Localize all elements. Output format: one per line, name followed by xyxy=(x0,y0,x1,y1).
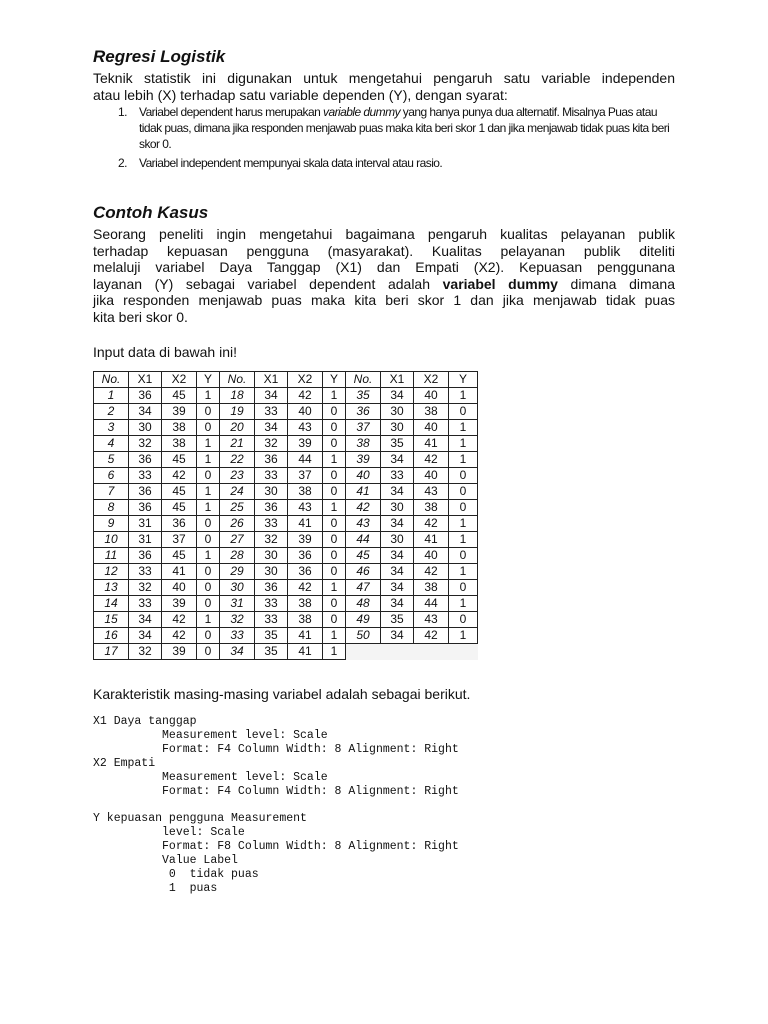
value-cell: 0 xyxy=(323,404,346,420)
heading-contoh-kasus: Contoh Kasus xyxy=(93,203,209,222)
value-cell: 1 xyxy=(197,612,220,628)
value-cell: 1 xyxy=(449,628,478,644)
value-cell: 1 xyxy=(197,452,220,468)
value-cell: 1 xyxy=(323,644,346,660)
value-cell: 42 xyxy=(288,388,323,404)
row-number-cell: 48 xyxy=(346,596,381,612)
value-cell: 34 xyxy=(381,452,414,468)
syarat-text: Variabel dependent harus merupakan xyxy=(139,105,324,119)
heading-regresi-logistik: Regresi Logistik xyxy=(93,47,226,66)
row-number-cell: 35 xyxy=(346,388,381,404)
value-cell: 36 xyxy=(129,500,162,516)
row-number-cell: 22 xyxy=(220,452,255,468)
row-number-cell: 39 xyxy=(346,452,381,468)
value-cell: 42 xyxy=(414,628,449,644)
row-number-cell: 10 xyxy=(94,532,129,548)
value-cell: 36 xyxy=(255,452,288,468)
value-cell: 33 xyxy=(255,404,288,420)
row-number-cell: 4 xyxy=(94,436,129,452)
karakteristik-label: Karakteristik masing-masing variabel adalah sebagai berikut. xyxy=(93,686,471,702)
row-number-cell: 11 xyxy=(94,548,129,564)
row-number-cell: 23 xyxy=(220,468,255,484)
value-cell: 40 xyxy=(288,404,323,420)
value-cell: 0 xyxy=(197,564,220,580)
value-cell: 1 xyxy=(197,388,220,404)
code-line: Format: F4 Column Width: 8 Alignment: Right xyxy=(93,742,459,756)
table-row xyxy=(94,612,478,628)
value-cell: 34 xyxy=(381,388,414,404)
table-row xyxy=(94,564,478,580)
value-cell: 0 xyxy=(449,484,478,500)
syarat-list xyxy=(118,104,678,171)
value-cell: 32 xyxy=(129,436,162,452)
table-row xyxy=(94,532,478,548)
value-cell: 1 xyxy=(323,452,346,468)
value-cell: 38 xyxy=(414,500,449,516)
value-cell: 42 xyxy=(162,612,197,628)
value-cell: 34 xyxy=(255,420,288,436)
column-header: No. xyxy=(346,372,381,388)
value-cell: 0 xyxy=(449,548,478,564)
value-cell: 0 xyxy=(197,516,220,532)
value-cell: 36 xyxy=(129,452,162,468)
value-cell: 0 xyxy=(197,628,220,644)
value-cell: 36 xyxy=(162,516,197,532)
row-number-cell: 17 xyxy=(94,644,129,660)
value-cell: 44 xyxy=(414,596,449,612)
row-number-cell: 28 xyxy=(220,548,255,564)
value-cell: 42 xyxy=(414,452,449,468)
value-cell: 37 xyxy=(162,532,197,548)
value-cell: 45 xyxy=(162,500,197,516)
value-cell: 34 xyxy=(381,516,414,532)
row-number-cell: 20 xyxy=(220,420,255,436)
value-cell: 45 xyxy=(162,484,197,500)
column-header: X1 xyxy=(129,372,162,388)
value-cell: 43 xyxy=(288,420,323,436)
row-number-cell: 7 xyxy=(94,484,129,500)
value-cell: 33 xyxy=(255,468,288,484)
value-cell: 34 xyxy=(381,564,414,580)
value-cell: 0 xyxy=(197,468,220,484)
column-header: Y xyxy=(197,372,220,388)
value-cell: 42 xyxy=(288,580,323,596)
row-number-cell: 2 xyxy=(94,404,129,420)
kasus-paragraph xyxy=(93,226,675,325)
kasus-line: kita beri skor 0. xyxy=(93,308,188,325)
list-number: 1. xyxy=(118,105,127,119)
value-cell: 34 xyxy=(381,484,414,500)
row-number-cell: 1 xyxy=(94,388,129,404)
column-header: X1 xyxy=(255,372,288,388)
value-cell: 1 xyxy=(449,452,478,468)
kasus-bold-term: variabel dummy xyxy=(442,275,558,292)
value-cell: 0 xyxy=(323,484,346,500)
value-cell: 39 xyxy=(288,532,323,548)
value-cell: 1 xyxy=(197,548,220,564)
value-cell: 37 xyxy=(288,468,323,484)
code-line: Value Label xyxy=(93,854,238,868)
column-header: No. xyxy=(94,372,129,388)
table-row xyxy=(94,516,478,532)
value-cell: 0 xyxy=(323,548,346,564)
value-cell: 38 xyxy=(288,484,323,500)
empty-cell xyxy=(346,644,478,660)
value-cell: 45 xyxy=(162,548,197,564)
value-cell: 43 xyxy=(288,500,323,516)
value-cell: 0 xyxy=(197,404,220,420)
value-cell: 36 xyxy=(129,548,162,564)
value-cell: 33 xyxy=(129,564,162,580)
value-cell: 31 xyxy=(129,532,162,548)
value-cell: 38 xyxy=(162,420,197,436)
value-cell: 36 xyxy=(255,500,288,516)
table-header-row xyxy=(94,372,478,388)
value-cell: 0 xyxy=(323,420,346,436)
data-table xyxy=(93,371,478,660)
value-cell: 1 xyxy=(449,532,478,548)
value-cell: 38 xyxy=(414,404,449,420)
value-cell: 31 xyxy=(129,516,162,532)
value-cell: 45 xyxy=(162,388,197,404)
syarat-italic-term: variable dummy xyxy=(323,105,401,119)
value-cell: 1 xyxy=(197,484,220,500)
row-number-cell: 50 xyxy=(346,628,381,644)
value-cell: 1 xyxy=(323,628,346,644)
value-cell: 0 xyxy=(323,612,346,628)
value-cell: 38 xyxy=(288,612,323,628)
syarat-item xyxy=(118,104,678,152)
value-cell: 0 xyxy=(197,596,220,612)
value-cell: 1 xyxy=(449,436,478,452)
value-cell: 0 xyxy=(197,580,220,596)
value-cell: 33 xyxy=(255,516,288,532)
row-number-cell: 5 xyxy=(94,452,129,468)
value-cell: 1 xyxy=(197,436,220,452)
syarat-text: Variabel independent mempunyai skala data interval atau rasio. xyxy=(139,156,443,170)
table-row xyxy=(94,484,478,500)
row-number-cell: 45 xyxy=(346,548,381,564)
table-row xyxy=(94,580,478,596)
value-cell: 1 xyxy=(449,564,478,580)
value-cell: 42 xyxy=(162,628,197,644)
value-cell: 0 xyxy=(323,564,346,580)
value-cell: 0 xyxy=(323,436,346,452)
value-cell: 41 xyxy=(414,532,449,548)
row-number-cell: 18 xyxy=(220,388,255,404)
value-cell: 43 xyxy=(414,484,449,500)
list-number: 2. xyxy=(118,156,127,170)
code-line: X2 Empati xyxy=(93,756,156,770)
row-number-cell: 46 xyxy=(346,564,381,580)
column-header: Y xyxy=(449,372,478,388)
row-number-cell: 26 xyxy=(220,516,255,532)
value-cell: 33 xyxy=(255,596,288,612)
table-row xyxy=(94,644,478,660)
row-number-cell: 25 xyxy=(220,500,255,516)
code-line: 1 puas xyxy=(93,881,218,895)
value-cell: 41 xyxy=(162,564,197,580)
row-number-cell: 41 xyxy=(346,484,381,500)
value-cell: 0 xyxy=(449,580,478,596)
row-number-cell: 19 xyxy=(220,404,255,420)
column-header: X2 xyxy=(162,372,197,388)
row-number-cell: 42 xyxy=(346,500,381,516)
table-row xyxy=(94,628,478,644)
value-cell: 39 xyxy=(162,644,197,660)
row-number-cell: 8 xyxy=(94,500,129,516)
row-number-cell: 36 xyxy=(346,404,381,420)
value-cell: 35 xyxy=(381,612,414,628)
value-cell: 36 xyxy=(129,388,162,404)
code-line: X1 Daya tanggap xyxy=(93,715,197,728)
value-cell: 40 xyxy=(414,468,449,484)
row-number-cell: 9 xyxy=(94,516,129,532)
value-cell: 32 xyxy=(129,644,162,660)
value-cell: 1 xyxy=(197,500,220,516)
table-row xyxy=(94,436,478,452)
syarat-text: yang hanya punya dua alternatif. Misalnya Puas atau tidak puas, dimana jika responden menjawab puas maka kita beri skor 1 dan jika menjawab tidak puas kita beri skor 0. xyxy=(139,105,670,151)
row-number-cell: 32 xyxy=(220,612,255,628)
input-label: Input data di bawah ini! xyxy=(93,344,237,360)
table-row xyxy=(94,596,478,612)
value-cell: 0 xyxy=(449,500,478,516)
row-number-cell: 16 xyxy=(94,628,129,644)
value-cell: 1 xyxy=(449,596,478,612)
table-row xyxy=(94,404,478,420)
kasus-line: Seorang peneliti ingin mengetahui bagaimana pengaruh kualitas pelayanan publik xyxy=(93,226,675,242)
value-cell: 44 xyxy=(288,452,323,468)
value-cell: 34 xyxy=(381,596,414,612)
value-cell: 34 xyxy=(129,612,162,628)
value-cell: 45 xyxy=(162,452,197,468)
value-cell: 42 xyxy=(414,564,449,580)
syarat-item xyxy=(118,155,678,171)
value-cell: 32 xyxy=(255,436,288,452)
row-number-cell: 37 xyxy=(346,420,381,436)
row-number-cell: 13 xyxy=(94,580,129,596)
value-cell: 30 xyxy=(255,564,288,580)
code-line: Measurement level: Scale xyxy=(93,770,328,784)
row-number-cell: 33 xyxy=(220,628,255,644)
row-number-cell: 43 xyxy=(346,516,381,532)
value-cell: 39 xyxy=(288,436,323,452)
value-cell: 0 xyxy=(449,612,478,628)
value-cell: 41 xyxy=(414,436,449,452)
value-cell: 39 xyxy=(162,404,197,420)
table-row xyxy=(94,452,478,468)
value-cell: 35 xyxy=(255,628,288,644)
row-number-cell: 15 xyxy=(94,612,129,628)
value-cell: 34 xyxy=(381,580,414,596)
value-cell: 0 xyxy=(197,532,220,548)
value-cell: 41 xyxy=(288,644,323,660)
column-header: X1 xyxy=(381,372,414,388)
column-header: No. xyxy=(220,372,255,388)
value-cell: 30 xyxy=(381,404,414,420)
value-cell: 0 xyxy=(197,420,220,436)
kasus-text: layanan (Y) sebagai variabel dependent adalah xyxy=(93,275,443,292)
value-cell: 32 xyxy=(255,532,288,548)
value-cell: 40 xyxy=(414,420,449,436)
row-number-cell: 3 xyxy=(94,420,129,436)
value-cell: 0 xyxy=(323,596,346,612)
value-cell: 36 xyxy=(255,580,288,596)
value-cell: 30 xyxy=(255,548,288,564)
value-cell: 0 xyxy=(323,516,346,532)
value-cell: 33 xyxy=(255,612,288,628)
value-cell: 0 xyxy=(449,404,478,420)
value-cell: 33 xyxy=(381,468,414,484)
row-number-cell: 47 xyxy=(346,580,381,596)
value-cell: 0 xyxy=(197,644,220,660)
value-cell: 35 xyxy=(381,436,414,452)
table-row xyxy=(94,500,478,516)
row-number-cell: 34 xyxy=(220,644,255,660)
value-cell: 1 xyxy=(323,500,346,516)
row-number-cell: 12 xyxy=(94,564,129,580)
column-header: Y xyxy=(323,372,346,388)
value-cell: 35 xyxy=(255,644,288,660)
code-line: level: Scale xyxy=(93,826,245,840)
column-header: X2 xyxy=(288,372,323,388)
row-number-cell: 38 xyxy=(346,436,381,452)
value-cell: 40 xyxy=(162,580,197,596)
value-cell: 39 xyxy=(162,596,197,612)
value-cell: 0 xyxy=(323,532,346,548)
value-cell: 34 xyxy=(255,388,288,404)
value-cell: 43 xyxy=(414,612,449,628)
value-cell: 30 xyxy=(255,484,288,500)
table-row xyxy=(94,388,478,404)
value-cell: 38 xyxy=(414,580,449,596)
value-cell: 41 xyxy=(288,516,323,532)
value-cell: 41 xyxy=(288,628,323,644)
row-number-cell: 49 xyxy=(346,612,381,628)
row-number-cell: 29 xyxy=(220,564,255,580)
column-header: X2 xyxy=(414,372,449,388)
intro-line: atau lebih (X) terhadap satu variable dependen (Y), dengan syarat: xyxy=(93,86,508,103)
code-line: Measurement level: Scale xyxy=(93,728,328,742)
value-cell: 1 xyxy=(323,388,346,404)
table-row xyxy=(94,468,478,484)
intro-line: Teknik statistik ini digunakan untuk mengetahui pengaruh satu variable independen xyxy=(93,70,675,86)
code-line: Format: F4 Column Width: 8 Alignment: Right xyxy=(93,784,459,798)
kasus-line: melaluji variabel Daya Tanggap (X1) dan Empati (X2). Kepuasan penggunana xyxy=(93,259,675,275)
kasus-line: jika responden menjawab puas maka kita beri skor 1 dan jika menjawab tidak puas xyxy=(93,292,675,308)
value-cell: 30 xyxy=(381,420,414,436)
value-cell: 36 xyxy=(288,564,323,580)
row-number-cell: 21 xyxy=(220,436,255,452)
value-cell: 0 xyxy=(449,468,478,484)
row-number-cell: 14 xyxy=(94,596,129,612)
value-cell: 36 xyxy=(129,484,162,500)
value-cell: 1 xyxy=(449,388,478,404)
row-number-cell: 30 xyxy=(220,580,255,596)
value-cell: 36 xyxy=(288,548,323,564)
value-cell: 33 xyxy=(129,468,162,484)
value-cell: 34 xyxy=(129,404,162,420)
value-cell: 32 xyxy=(129,580,162,596)
value-cell: 42 xyxy=(162,468,197,484)
intro-paragraph xyxy=(93,70,675,103)
value-cell: 34 xyxy=(381,628,414,644)
row-number-cell: 27 xyxy=(220,532,255,548)
value-cell: 40 xyxy=(414,388,449,404)
value-cell: 34 xyxy=(381,548,414,564)
value-cell: 30 xyxy=(381,500,414,516)
row-number-cell: 31 xyxy=(220,596,255,612)
value-cell: 33 xyxy=(129,596,162,612)
kasus-text: dimana dimana xyxy=(557,275,675,292)
code-line: Format: F8 Column Width: 8 Alignment: Right xyxy=(93,840,459,854)
row-number-cell: 6 xyxy=(94,468,129,484)
value-cell: 42 xyxy=(414,516,449,532)
row-number-cell: 24 xyxy=(220,484,255,500)
table-row xyxy=(94,420,478,436)
row-number-cell: 40 xyxy=(346,468,381,484)
value-cell: 1 xyxy=(449,420,478,436)
code-line: Y kepuasan pengguna Measurement xyxy=(93,812,307,826)
value-cell: 40 xyxy=(414,548,449,564)
value-cell: 34 xyxy=(129,628,162,644)
kasus-line xyxy=(93,276,675,293)
table-row xyxy=(94,548,478,564)
variable-definitions xyxy=(93,715,459,896)
value-cell: 30 xyxy=(381,532,414,548)
code-line: 0 tidak puas xyxy=(93,867,259,881)
value-cell: 1 xyxy=(449,516,478,532)
value-cell: 38 xyxy=(162,436,197,452)
value-cell: 1 xyxy=(323,580,346,596)
value-cell: 0 xyxy=(323,468,346,484)
row-number-cell: 44 xyxy=(346,532,381,548)
kasus-line: terhadap kepuasan pengguna (masyarakat). Kualitas pelayanan publik diteliti xyxy=(93,242,675,259)
value-cell: 30 xyxy=(129,420,162,436)
value-cell: 38 xyxy=(288,596,323,612)
